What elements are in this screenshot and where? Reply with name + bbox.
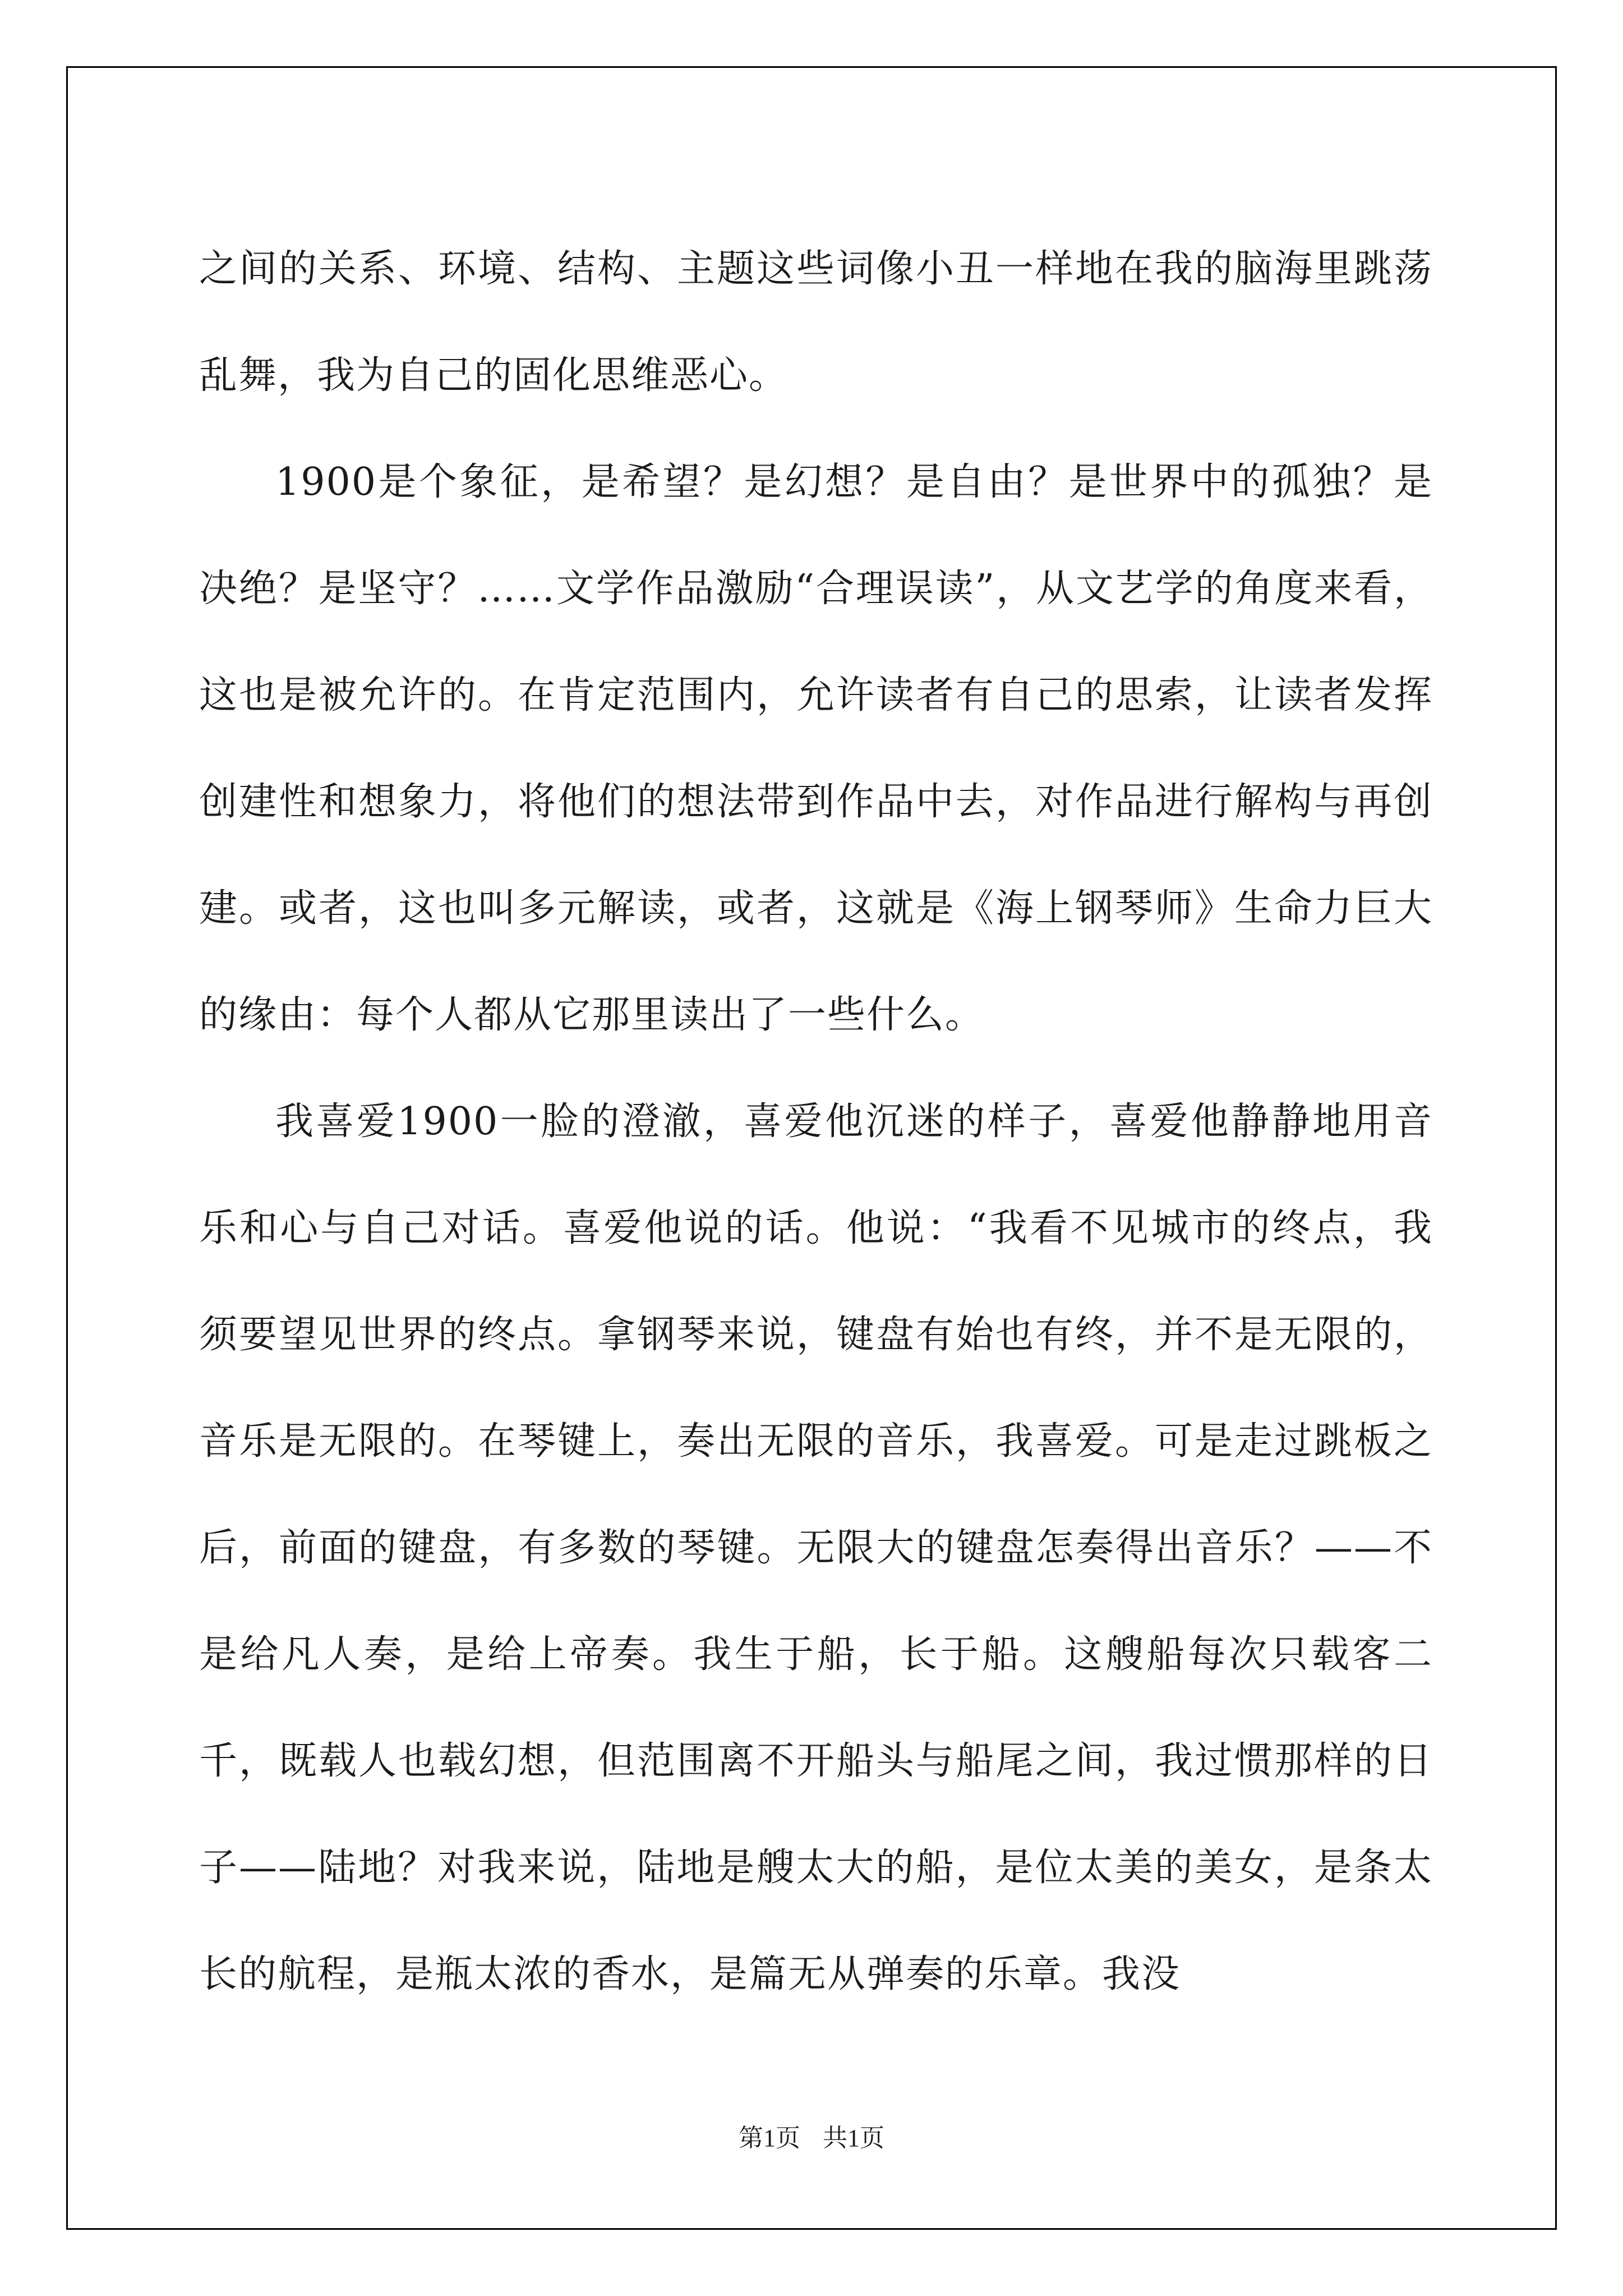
paragraph-1: 之间的关系、环境、结构、主题这些词像小丑一样地在我的脑海里跳荡乱舞，我为自己的固化思维恶心。: [199, 247, 1433, 398]
paragraph-3: 我喜爱1900一脸的澄澈，喜爱他沉迷的样子，喜爱他静静地用音乐和心与自己对话。喜爱他说的话。他说：“我看不见城市的终点，我须要望见世界的终点。拿钢琴来说，键盘有始也有终，并不是无限的，音乐是无限的。在琴键上，奏出无限的音乐，我喜爱。可是走过跳板之后，前面的键盘，有多数的琴键。无限大的键盘怎奏得出音乐？——不是给凡人奏，是给上帝奏。我生于船，长于船。这艘船每次只载客二千，既载人也载幻想，但范围离不开船头与船尾之间，我过惯那样的日子——陆地？对我来说，陆地是艘太大的船，是位太美的美女，是条太长的航程，是瓶太浓的香水，是篇无从弹奏的乐章。我没: [199, 1099, 1433, 1996]
page-total: 共1页: [823, 2124, 884, 2152]
page-footer: [0, 2118, 1623, 2154]
document-body: [199, 216, 1433, 2028]
paragraph-2: 1900是个象征，是希望？是幻想？是自由？是世界中的孤独？是决绝？是坚守？……文学作品激励“合理误读”，从文艺学的角度来看，这也是被允许的。在肯定范围内，允许读者有自己的思索，让读者发挥创建性和想象力，将他们的想法带到作品中去，对作品进行解构与再创建。或者，这也叫多元解读，或者，这就是《海上钢琴师》生命力巨大的缘由：每个人都从它那里读出了一些什么。: [199, 460, 1433, 1037]
page-number: 第1页: [739, 2124, 800, 2152]
